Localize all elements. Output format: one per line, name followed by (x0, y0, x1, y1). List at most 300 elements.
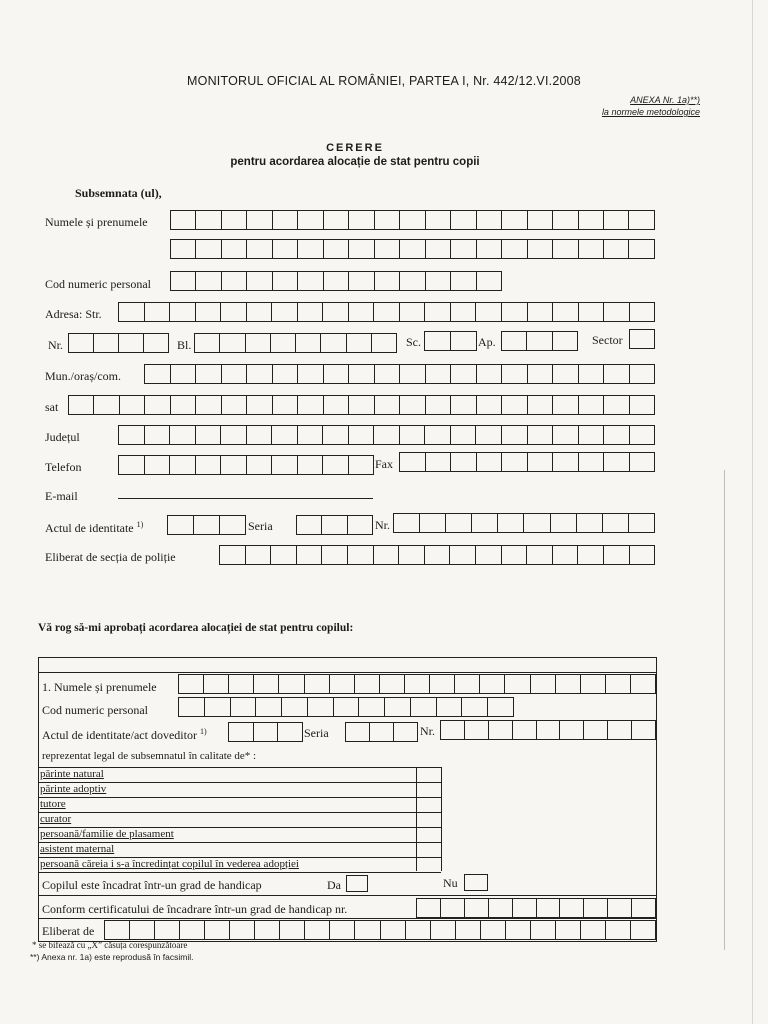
guardian-option-row[interactable] (38, 798, 441, 813)
char-cell[interactable] (556, 675, 581, 693)
char-cell[interactable] (556, 921, 581, 939)
char-cell[interactable] (144, 334, 169, 352)
char-cell[interactable] (69, 396, 94, 414)
char-cell[interactable] (604, 453, 630, 471)
issued-by-boxes[interactable] (219, 545, 655, 565)
char-cell[interactable] (406, 921, 431, 939)
char-cell[interactable] (170, 303, 196, 321)
char-cell[interactable] (297, 546, 323, 564)
char-cell[interactable] (506, 921, 531, 939)
char-cell[interactable] (476, 303, 502, 321)
char-cell[interactable] (330, 675, 355, 693)
char-cell[interactable] (489, 721, 513, 739)
char-cell[interactable] (553, 365, 579, 383)
char-cell[interactable] (348, 546, 374, 564)
char-cell[interactable] (273, 211, 298, 229)
char-cell[interactable] (579, 211, 604, 229)
char-cell[interactable] (579, 303, 605, 321)
char-cell[interactable] (334, 698, 360, 716)
char-cell[interactable] (170, 456, 196, 474)
char-cell[interactable] (477, 453, 503, 471)
char-cell[interactable] (145, 365, 171, 383)
char-cell[interactable] (630, 546, 656, 564)
char-cell[interactable] (426, 396, 451, 414)
char-cell[interactable] (441, 721, 465, 739)
char-cell[interactable] (632, 899, 656, 917)
char-cell[interactable] (168, 516, 194, 534)
char-cell[interactable] (308, 698, 334, 716)
char-cell[interactable] (204, 675, 229, 693)
applicant-cnp-boxes[interactable] (170, 271, 502, 291)
char-cell[interactable] (604, 546, 630, 564)
char-cell[interactable] (196, 365, 222, 383)
char-cell[interactable] (220, 546, 246, 564)
char-cell[interactable] (381, 921, 406, 939)
char-cell[interactable] (119, 456, 145, 474)
child-issued-boxes[interactable] (104, 920, 656, 940)
char-cell[interactable] (297, 516, 322, 534)
char-cell[interactable] (400, 396, 425, 414)
char-cell[interactable] (347, 334, 372, 352)
char-cell[interactable] (451, 272, 476, 290)
char-cell[interactable] (505, 675, 530, 693)
char-cell[interactable] (349, 456, 375, 474)
char-cell[interactable] (606, 921, 631, 939)
address-sector-box[interactable] (629, 329, 655, 349)
char-cell[interactable] (437, 698, 463, 716)
char-cell[interactable] (349, 211, 374, 229)
char-cell[interactable] (222, 272, 247, 290)
char-cell[interactable] (451, 211, 476, 229)
char-cell[interactable] (553, 211, 578, 229)
county-boxes[interactable] (118, 425, 655, 445)
char-cell[interactable] (349, 426, 375, 444)
char-cell[interactable] (476, 426, 502, 444)
char-cell[interactable] (553, 546, 579, 564)
char-cell[interactable] (405, 675, 430, 693)
char-cell[interactable] (94, 396, 119, 414)
char-cell[interactable] (94, 334, 119, 352)
char-cell[interactable] (323, 303, 349, 321)
char-cell[interactable] (321, 334, 346, 352)
char-cell[interactable] (195, 334, 220, 352)
char-cell[interactable] (272, 303, 298, 321)
char-cell[interactable] (375, 365, 401, 383)
char-cell[interactable] (355, 921, 380, 939)
char-cell[interactable] (603, 514, 629, 532)
char-cell[interactable] (145, 426, 171, 444)
char-cell[interactable] (551, 514, 577, 532)
char-cell[interactable] (477, 396, 502, 414)
char-cell[interactable] (489, 899, 513, 917)
char-cell[interactable] (502, 546, 528, 564)
char-cell[interactable] (481, 921, 506, 939)
char-cell[interactable] (324, 365, 350, 383)
char-cell[interactable] (400, 240, 425, 258)
char-cell[interactable] (528, 240, 553, 258)
char-cell[interactable] (324, 396, 349, 414)
char-cell[interactable] (196, 272, 221, 290)
char-cell[interactable] (528, 303, 554, 321)
char-cell[interactable] (425, 546, 451, 564)
char-cell[interactable] (577, 514, 603, 532)
char-cell[interactable] (349, 272, 374, 290)
applicant-name-boxes[interactable] (170, 210, 655, 230)
char-cell[interactable] (581, 921, 606, 939)
char-cell[interactable] (527, 546, 553, 564)
char-cell[interactable] (426, 240, 451, 258)
char-cell[interactable] (196, 396, 221, 414)
char-cell[interactable] (631, 921, 656, 939)
char-cell[interactable] (426, 453, 452, 471)
char-cell[interactable] (629, 211, 654, 229)
char-cell[interactable] (420, 514, 446, 532)
char-cell[interactable] (222, 396, 247, 414)
child-name-boxes[interactable] (178, 674, 656, 694)
char-cell[interactable] (430, 675, 455, 693)
char-cell[interactable] (273, 272, 298, 290)
char-cell[interactable] (441, 899, 465, 917)
char-cell[interactable] (246, 334, 271, 352)
char-cell[interactable] (272, 456, 298, 474)
char-cell[interactable] (400, 211, 425, 229)
handicap-yes-checkbox[interactable] (346, 875, 368, 892)
char-cell[interactable] (579, 426, 605, 444)
char-cell[interactable] (196, 211, 221, 229)
char-cell[interactable] (280, 921, 305, 939)
char-cell[interactable] (400, 303, 426, 321)
guardian-option-row[interactable] (38, 858, 441, 873)
char-cell[interactable] (431, 921, 456, 939)
address-ap-boxes[interactable] (501, 331, 578, 351)
guardian-option-row[interactable] (38, 813, 441, 828)
char-cell[interactable] (170, 426, 196, 444)
char-cell[interactable] (322, 516, 347, 534)
char-cell[interactable] (579, 396, 604, 414)
char-cell[interactable] (179, 698, 205, 716)
char-cell[interactable] (498, 514, 524, 532)
char-cell[interactable] (220, 516, 246, 534)
guardian-option-row[interactable] (38, 768, 441, 783)
char-cell[interactable] (480, 675, 505, 693)
char-cell[interactable] (229, 723, 254, 741)
char-cell[interactable] (502, 303, 528, 321)
char-cell[interactable] (488, 698, 514, 716)
child-cnp-boxes[interactable] (178, 697, 514, 717)
guardian-option-row[interactable] (38, 783, 441, 798)
char-cell[interactable] (375, 240, 400, 258)
char-cell[interactable] (194, 516, 220, 534)
char-cell[interactable] (560, 899, 584, 917)
char-cell[interactable] (247, 365, 273, 383)
char-cell[interactable] (608, 899, 632, 917)
char-cell[interactable] (477, 240, 502, 258)
char-cell[interactable] (247, 211, 272, 229)
char-cell[interactable] (411, 698, 437, 716)
char-cell[interactable] (221, 456, 247, 474)
char-cell[interactable] (451, 453, 477, 471)
char-cell[interactable] (584, 899, 608, 917)
char-cell[interactable] (502, 453, 528, 471)
char-cell[interactable] (273, 365, 299, 383)
char-cell[interactable] (553, 240, 578, 258)
char-cell[interactable] (451, 396, 476, 414)
email-line[interactable] (118, 498, 373, 499)
char-cell[interactable] (375, 211, 400, 229)
char-cell[interactable] (584, 721, 608, 739)
char-cell[interactable] (630, 426, 656, 444)
id-doc-boxes[interactable] (167, 515, 246, 535)
char-cell[interactable] (222, 211, 247, 229)
char-cell[interactable] (323, 426, 349, 444)
char-cell[interactable] (119, 426, 145, 444)
char-cell[interactable] (553, 453, 579, 471)
char-cell[interactable] (279, 675, 304, 693)
char-cell[interactable] (426, 211, 451, 229)
child-doc-boxes[interactable] (228, 722, 303, 742)
char-cell[interactable] (349, 303, 375, 321)
char-cell[interactable] (426, 365, 452, 383)
char-cell[interactable] (322, 546, 348, 564)
char-cell[interactable] (171, 396, 196, 414)
char-cell[interactable] (278, 723, 303, 741)
char-cell[interactable] (171, 240, 196, 258)
char-cell[interactable] (456, 921, 481, 939)
char-cell[interactable] (196, 426, 222, 444)
char-cell[interactable] (105, 921, 130, 939)
char-cell[interactable] (305, 921, 330, 939)
char-cell[interactable] (171, 272, 196, 290)
address-street-boxes[interactable] (118, 302, 655, 322)
char-cell[interactable] (298, 396, 323, 414)
char-cell[interactable] (553, 426, 579, 444)
char-cell[interactable] (630, 330, 655, 348)
char-cell[interactable] (196, 303, 222, 321)
char-cell[interactable] (502, 396, 527, 414)
char-cell[interactable] (513, 899, 537, 917)
char-cell[interactable] (537, 899, 561, 917)
char-cell[interactable] (629, 514, 655, 532)
char-cell[interactable] (528, 365, 554, 383)
fax-boxes[interactable] (399, 452, 655, 472)
char-cell[interactable] (330, 921, 355, 939)
char-cell[interactable] (298, 426, 324, 444)
char-cell[interactable] (417, 899, 441, 917)
char-cell[interactable] (349, 365, 375, 383)
char-cell[interactable] (451, 240, 476, 258)
char-cell[interactable] (256, 698, 282, 716)
char-cell[interactable] (222, 365, 248, 383)
char-cell[interactable] (247, 272, 272, 290)
char-cell[interactable] (324, 211, 349, 229)
char-cell[interactable] (579, 240, 604, 258)
char-cell[interactable] (465, 899, 489, 917)
char-cell[interactable] (196, 456, 222, 474)
char-cell[interactable] (221, 426, 247, 444)
char-cell[interactable] (196, 240, 221, 258)
char-cell[interactable] (578, 546, 604, 564)
address-nr-boxes[interactable] (68, 333, 169, 353)
char-cell[interactable] (425, 303, 451, 321)
char-cell[interactable] (375, 396, 400, 414)
char-cell[interactable] (553, 303, 579, 321)
char-cell[interactable] (298, 365, 324, 383)
phone-boxes[interactable] (118, 455, 374, 475)
char-cell[interactable] (220, 334, 245, 352)
char-cell[interactable] (400, 365, 426, 383)
child-series-boxes[interactable] (345, 722, 418, 742)
id-nr-boxes[interactable] (393, 513, 655, 533)
char-cell[interactable] (324, 272, 349, 290)
char-cell[interactable] (323, 456, 349, 474)
char-cell[interactable] (553, 332, 578, 350)
char-cell[interactable] (348, 516, 373, 534)
char-cell[interactable] (465, 721, 489, 739)
char-cell[interactable] (374, 426, 400, 444)
city-boxes[interactable] (144, 364, 655, 384)
char-cell[interactable] (630, 396, 655, 414)
char-cell[interactable] (255, 921, 280, 939)
char-cell[interactable] (581, 675, 606, 693)
char-cell[interactable] (531, 921, 556, 939)
char-cell[interactable] (380, 675, 405, 693)
char-cell[interactable] (247, 303, 273, 321)
char-cell[interactable] (425, 426, 451, 444)
child-nr-boxes[interactable] (440, 720, 656, 740)
char-cell[interactable] (298, 211, 323, 229)
char-cell[interactable] (145, 303, 171, 321)
char-cell[interactable] (630, 303, 656, 321)
char-cell[interactable] (355, 675, 380, 693)
certificate-boxes[interactable] (416, 898, 656, 918)
char-cell[interactable] (579, 453, 605, 471)
char-cell[interactable] (400, 272, 425, 290)
char-cell[interactable] (528, 426, 554, 444)
address-bl-boxes[interactable] (194, 333, 397, 353)
char-cell[interactable] (531, 675, 556, 693)
char-cell[interactable] (553, 396, 578, 414)
char-cell[interactable] (247, 456, 273, 474)
char-cell[interactable] (451, 365, 477, 383)
char-cell[interactable] (560, 721, 584, 739)
char-cell[interactable] (374, 546, 400, 564)
char-cell[interactable] (346, 723, 370, 741)
char-cell[interactable] (632, 721, 656, 739)
char-cell[interactable] (537, 721, 561, 739)
char-cell[interactable] (502, 365, 528, 383)
char-cell[interactable] (359, 698, 385, 716)
address-sc-boxes[interactable] (424, 331, 477, 351)
char-cell[interactable] (455, 675, 480, 693)
char-cell[interactable] (247, 240, 272, 258)
char-cell[interactable] (604, 426, 630, 444)
char-cell[interactable] (282, 698, 308, 716)
char-cell[interactable] (524, 514, 550, 532)
char-cell[interactable] (205, 921, 230, 939)
char-cell[interactable] (450, 546, 476, 564)
char-cell[interactable] (400, 453, 426, 471)
char-cell[interactable] (221, 303, 247, 321)
char-cell[interactable] (451, 303, 477, 321)
char-cell[interactable] (155, 921, 180, 939)
char-cell[interactable] (375, 272, 400, 290)
char-cell[interactable] (631, 675, 656, 693)
char-cell[interactable] (370, 723, 394, 741)
char-cell[interactable] (630, 365, 656, 383)
char-cell[interactable] (273, 240, 298, 258)
char-cell[interactable] (477, 211, 502, 229)
char-cell[interactable] (247, 426, 273, 444)
char-cell[interactable] (273, 396, 298, 414)
applicant-name-boxes-row2[interactable] (170, 239, 655, 259)
char-cell[interactable] (477, 365, 503, 383)
char-cell[interactable] (606, 675, 631, 693)
char-cell[interactable] (171, 365, 197, 383)
char-cell[interactable] (372, 334, 397, 352)
char-cell[interactable] (119, 303, 145, 321)
id-series-boxes[interactable] (296, 515, 373, 535)
char-cell[interactable] (604, 396, 629, 414)
char-cell[interactable] (630, 453, 656, 471)
char-cell[interactable] (231, 698, 257, 716)
char-cell[interactable] (374, 303, 400, 321)
char-cell[interactable] (608, 721, 632, 739)
char-cell[interactable] (254, 675, 279, 693)
char-cell[interactable] (145, 396, 170, 414)
char-cell[interactable] (426, 272, 451, 290)
char-cell[interactable] (502, 426, 528, 444)
char-cell[interactable] (119, 334, 144, 352)
char-cell[interactable] (271, 546, 297, 564)
char-cell[interactable] (394, 514, 420, 532)
char-cell[interactable] (324, 240, 349, 258)
char-cell[interactable] (180, 921, 205, 939)
char-cell[interactable] (272, 426, 298, 444)
char-cell[interactable] (528, 453, 554, 471)
char-cell[interactable] (476, 546, 502, 564)
char-cell[interactable] (528, 396, 553, 414)
char-cell[interactable] (179, 675, 204, 693)
char-cell[interactable] (400, 426, 426, 444)
char-cell[interactable] (451, 332, 477, 350)
char-cell[interactable] (296, 334, 321, 352)
char-cell[interactable] (305, 675, 330, 693)
char-cell[interactable] (171, 211, 196, 229)
char-cell[interactable] (502, 332, 527, 350)
char-cell[interactable] (349, 396, 374, 414)
char-cell[interactable] (222, 240, 247, 258)
char-cell[interactable] (229, 675, 254, 693)
char-cell[interactable] (130, 921, 155, 939)
char-cell[interactable] (399, 546, 425, 564)
char-cell[interactable] (298, 303, 324, 321)
guardian-option-row[interactable] (38, 843, 441, 858)
char-cell[interactable] (120, 396, 145, 414)
char-cell[interactable] (254, 723, 279, 741)
char-cell[interactable] (145, 456, 171, 474)
char-cell[interactable] (462, 698, 488, 716)
char-cell[interactable] (271, 334, 296, 352)
char-cell[interactable] (246, 546, 272, 564)
char-cell[interactable] (477, 272, 502, 290)
char-cell[interactable] (394, 723, 418, 741)
char-cell[interactable] (230, 921, 255, 939)
char-cell[interactable] (502, 211, 527, 229)
char-cell[interactable] (205, 698, 231, 716)
village-boxes[interactable] (68, 395, 655, 415)
char-cell[interactable] (513, 721, 537, 739)
char-cell[interactable] (502, 240, 527, 258)
